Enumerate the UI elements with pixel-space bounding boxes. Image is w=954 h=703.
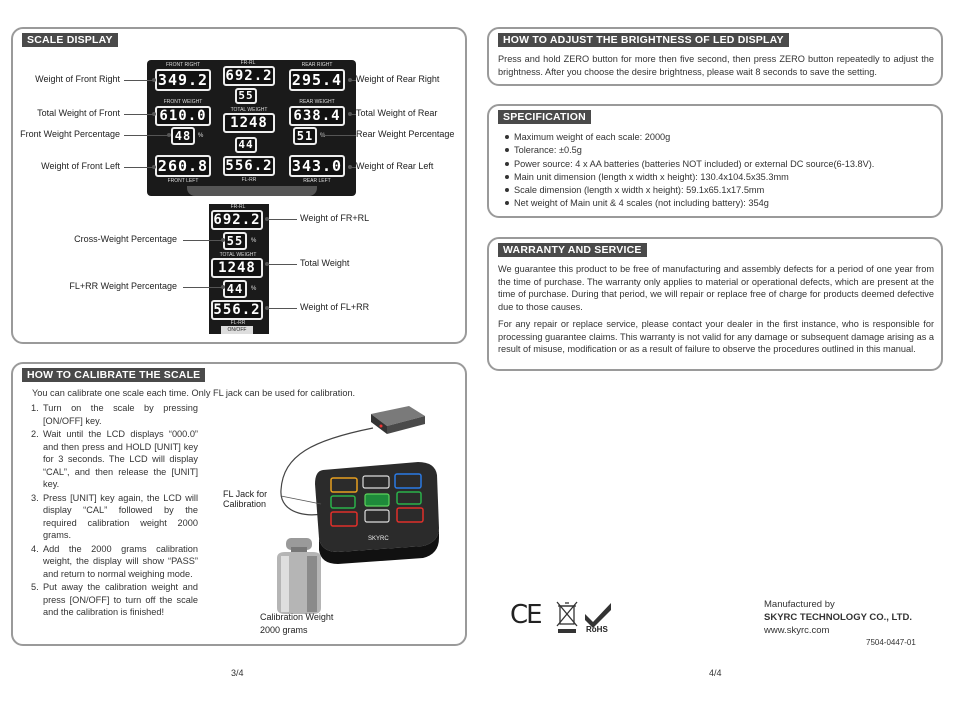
tag-total-weight-top: TOTAL WEIGHT bbox=[230, 107, 268, 113]
leader-fl-rr bbox=[267, 308, 297, 309]
tag-front-right: FRONT RIGHT bbox=[165, 62, 201, 68]
calibrate-step: 2. Wait until the LCD displays “000.0” and then press and HOLD [UNIT] key for 3 seconds. The LCD will display “CAL”, and then release the [UNIT] key. bbox=[31, 429, 198, 489]
front-pct-sign: % bbox=[198, 133, 204, 139]
label-rear-right: Weight of Rear Right bbox=[356, 74, 440, 84]
tag-total-weight: TOTAL WEIGHT bbox=[219, 252, 257, 258]
scale-display-title: SCALE DISPLAY bbox=[22, 33, 118, 47]
weight-label-line2: 2000 grams bbox=[260, 625, 308, 635]
warranty-para1: We guarantee this product to be free of manufacturing and assembly defects for a period of one year from the time of purchase. The warranty only applies to material or operational defects, which are present at the time of purchase. During that period, we will repair or replace free of charge for products deemed defective due to those causes. bbox=[498, 264, 934, 312]
reading-fr-rl-top: 692.2 bbox=[223, 66, 275, 86]
calibration-weight-icon bbox=[277, 538, 321, 614]
label-front-left: Weight of Front Left bbox=[41, 161, 120, 171]
label-fl-rr: Weight of FL+RR bbox=[300, 302, 370, 312]
doc-code: 7504-0447-01 bbox=[866, 638, 916, 647]
brightness-title: HOW TO ADJUST THE BRIGHTNESS OF LED DISPLAY bbox=[498, 33, 789, 47]
weight-label-line1: Calibration Weight bbox=[260, 612, 334, 622]
tag-fr-rl-big: FR-RL bbox=[230, 204, 246, 210]
on-off-key: ON/OFF bbox=[221, 326, 253, 334]
reading-total-rear: 638.4 bbox=[289, 106, 345, 126]
tag-rear-weight: REAR WEIGHT bbox=[299, 99, 335, 105]
label-flrr-pct: FL+RR Weight Percentage bbox=[69, 281, 177, 291]
page-number-left: 3/4 bbox=[231, 668, 244, 678]
reading-total-top: 1248 bbox=[223, 113, 275, 133]
leader-flrr-pct bbox=[183, 287, 223, 288]
reading-total: 1248 bbox=[211, 258, 263, 278]
manufactured-by: Manufactured by bbox=[764, 599, 835, 610]
website: www.skyrc.com bbox=[764, 625, 830, 636]
fl-jack-leader bbox=[281, 496, 321, 504]
fl-jack-label-line1: FL Jack for bbox=[223, 489, 268, 499]
reading-rear-left: 343.0 bbox=[289, 155, 345, 177]
leader-front-right bbox=[124, 80, 154, 81]
weee-bin-icon bbox=[555, 600, 579, 634]
brightness-panel bbox=[487, 27, 943, 86]
leader-front-left bbox=[124, 167, 154, 168]
brightness-text: Press and hold ZERO button for more then five second, then press ZERO button repeatedly to adjust the brightness. After you choose the desire brightness, please wait 8 seconds to save the setting. bbox=[498, 54, 934, 77]
device-brand: SKYRC bbox=[368, 536, 389, 542]
label-front-right: Weight of Front Right bbox=[35, 74, 120, 84]
tag-fr-rl: FR-RL bbox=[240, 60, 256, 66]
tag-rear-left: REAR LEFT bbox=[303, 178, 331, 184]
flrr-pct-sign: % bbox=[251, 286, 257, 292]
reading-total-front: 610.0 bbox=[155, 106, 211, 126]
calibrate-step: 5. Put away the calibration weight and press [ON/OFF] to turn off the scale and the calibration is finished! bbox=[31, 582, 198, 617]
calibrate-intro: You can calibrate one scale each time. Only FL jack can be used for calibration. bbox=[32, 388, 356, 398]
calibrate-step: 3. Press [UNIT] key again, the LCD will display “CAL” followed by the required calibration weight 2000 grams. bbox=[31, 492, 198, 540]
label-total-front: Total Weight of Front bbox=[37, 108, 120, 118]
leader-rear-pct bbox=[323, 135, 356, 136]
main-display-image bbox=[147, 60, 356, 196]
reading-front-right: 349.2 bbox=[155, 69, 211, 91]
reading-front-pct: 48 bbox=[171, 127, 195, 145]
reading-fl-rr: 556.2 bbox=[211, 300, 263, 320]
spec-item: Tolerance: ±0.5g bbox=[504, 144, 934, 157]
main-unit-icon bbox=[315, 462, 439, 564]
tag-fl-rr: FL-RR bbox=[230, 320, 246, 326]
spec-item: Main unit dimension (length x width x height): 130.4x104.5x35.3mm bbox=[504, 171, 934, 184]
reading-fl-rr-top: 556.2 bbox=[223, 156, 275, 176]
scale-pad-icon bbox=[371, 406, 425, 434]
warranty-panel bbox=[487, 237, 943, 371]
specification-panel bbox=[487, 104, 943, 218]
label-total: Total Weight bbox=[300, 258, 350, 268]
reading-cross-pct-top: 55 bbox=[235, 88, 257, 104]
tag-front-weight: FRONT WEIGHT bbox=[163, 99, 203, 105]
cross-pct-sign: % bbox=[251, 238, 257, 244]
leader-total-front bbox=[124, 114, 154, 115]
calibrate-title: HOW TO CALIBRATE THE SCALE bbox=[22, 368, 205, 382]
calibrate-step: 4. Add the 2000 grams calibration weight, the display will show “PASS” and return to normal weighing mode. bbox=[31, 543, 198, 579]
label-rear-left: Weight of Rear Left bbox=[356, 161, 434, 171]
center-display-image bbox=[209, 204, 269, 334]
leader-total bbox=[267, 264, 297, 265]
spec-list bbox=[504, 131, 934, 211]
ce-mark: CE bbox=[510, 600, 541, 630]
reading-rear-right: 295.4 bbox=[289, 69, 345, 91]
reading-flrr-pct-top: 44 bbox=[235, 137, 257, 153]
fl-jack-label-line2: Calibration bbox=[223, 499, 267, 509]
reading-rear-pct: 51 bbox=[293, 127, 317, 145]
label-fr-rl: Weight of FR+RL bbox=[300, 213, 370, 223]
reading-cross-pct: 55 bbox=[223, 232, 247, 250]
label-total-rear: Total Weight of Rear bbox=[356, 108, 438, 118]
label-rear-pct: Rear Weight Percentage bbox=[356, 129, 455, 139]
label-front-pct: Front Weight Percentage bbox=[20, 129, 120, 139]
spec-item: Net weight of Main unit & 4 scales (not including battery): 354g bbox=[504, 197, 934, 210]
tag-front-left: FRONT LEFT bbox=[167, 178, 199, 184]
leader-fr-rl bbox=[267, 219, 297, 220]
calibrate-panel bbox=[11, 362, 467, 646]
calibration-illustration bbox=[203, 400, 463, 630]
tag-fl-rr-top: FL-RR bbox=[241, 177, 257, 183]
reading-fr-rl: 692.2 bbox=[211, 210, 263, 230]
reading-flrr-pct: 44 bbox=[223, 280, 247, 298]
scale-display-panel bbox=[11, 27, 467, 344]
display-bezel bbox=[187, 186, 317, 196]
page-number-right: 4/4 bbox=[709, 668, 722, 678]
company-name: SKYRC TECHNOLOGY CO., LTD. bbox=[764, 612, 912, 623]
tag-rear-right: REAR RIGHT bbox=[301, 62, 333, 68]
spec-item: Power source: 4 x AA batteries (batteries NOT included) or external DC source(6-13.8V). bbox=[504, 158, 934, 171]
warranty-para2: For any repair or replace service, please contact your dealer in the first instance, who is responsible for processing guarantee claims. This warranty is not valid for any damage or subsequent damage arising as a result of misuse, modification or as a result of failure to observe the procedures outlined in this manual. bbox=[498, 319, 934, 355]
calibrate-steps bbox=[31, 402, 198, 620]
leader-front-pct bbox=[124, 135, 169, 136]
leader-cross-pct bbox=[183, 240, 223, 241]
rohs-label: RoHS bbox=[586, 625, 608, 634]
calibrate-step: 1. Turn on the scale by pressing [ON/OFF] key. bbox=[31, 403, 198, 426]
reading-front-left: 260.8 bbox=[155, 155, 211, 177]
spec-item: Maximum weight of each scale: 2000g bbox=[504, 131, 934, 144]
spec-item: Scale dimension (length x width x height): 59.1x65.1x17.5mm bbox=[504, 184, 934, 197]
specification-title: SPECIFICATION bbox=[498, 110, 591, 124]
label-cross-pct: Cross-Weight Percentage bbox=[74, 234, 177, 244]
warranty-title: WARRANTY AND SERVICE bbox=[498, 243, 647, 257]
